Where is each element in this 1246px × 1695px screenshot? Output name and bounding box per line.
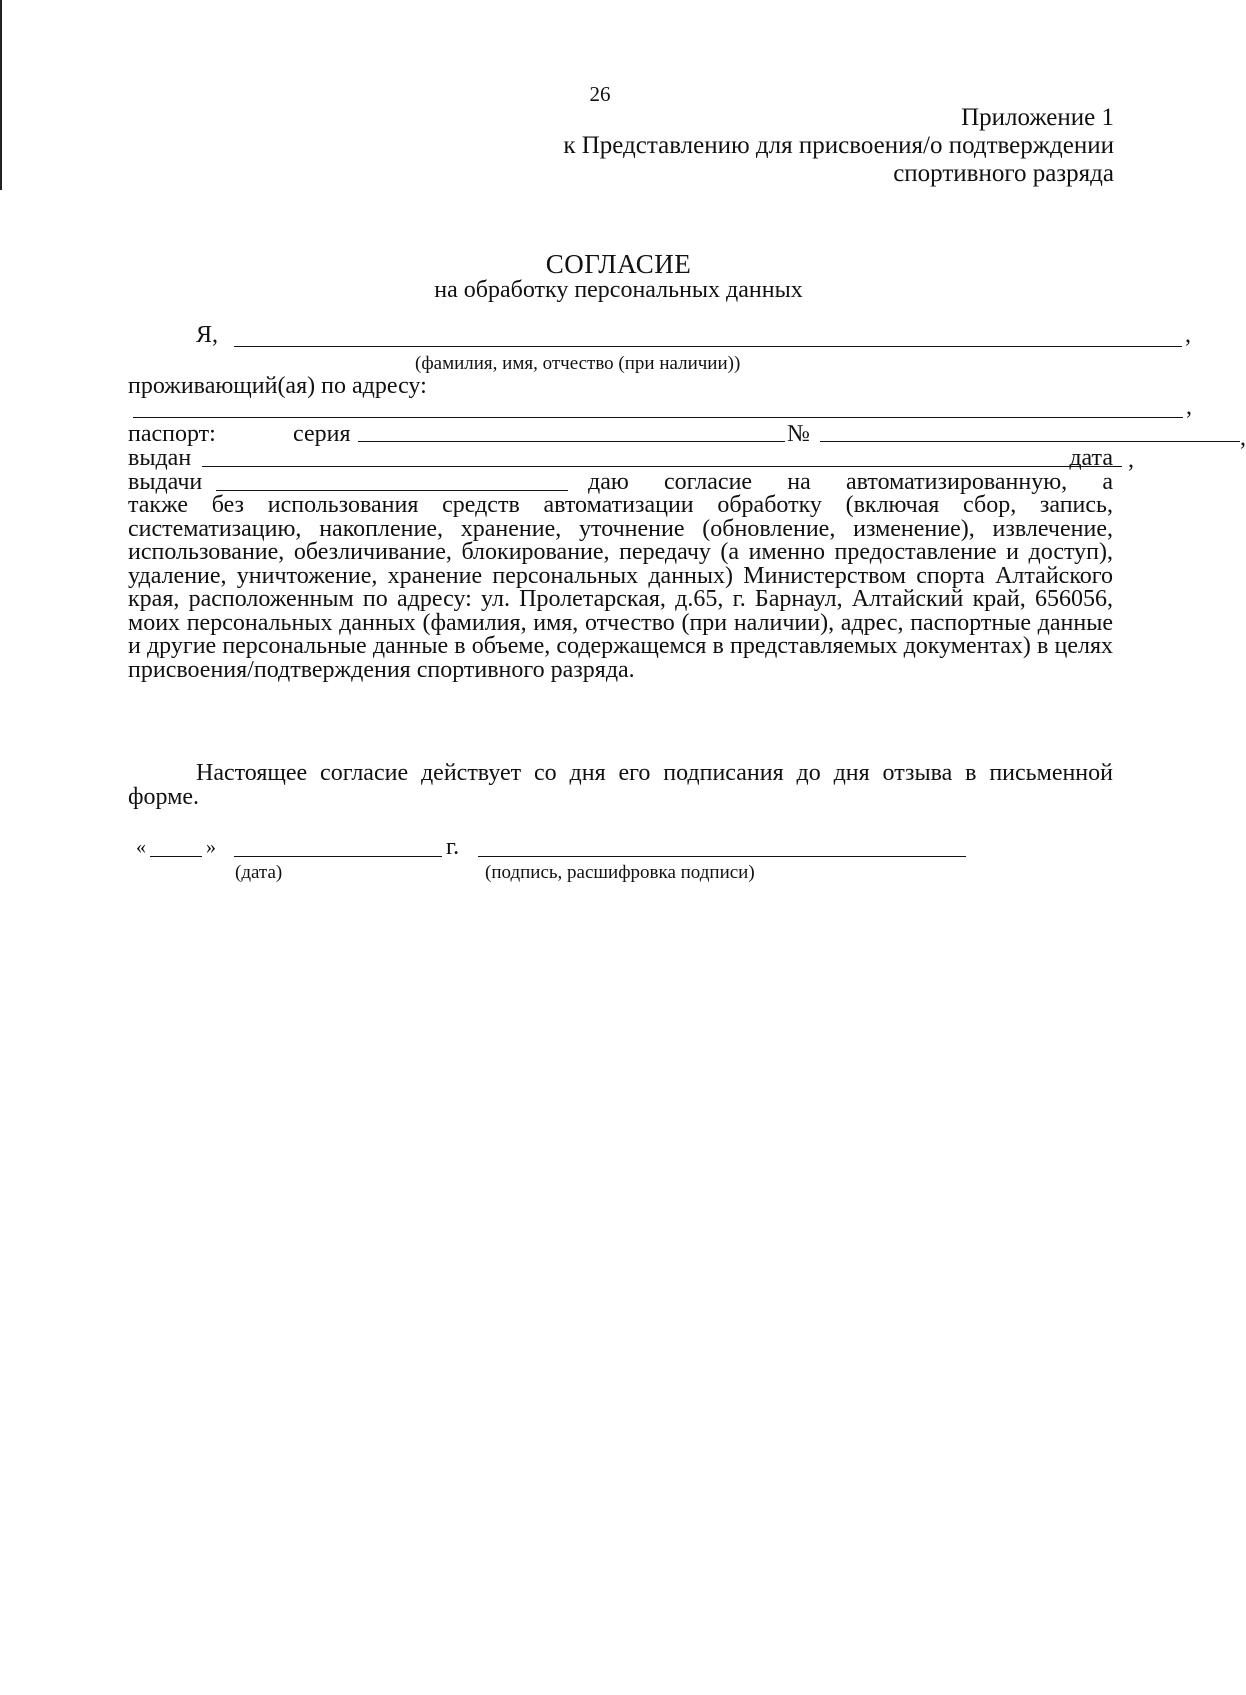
signature-caption: (подпись, расшифровка подписи) (485, 862, 755, 883)
day-field[interactable] (150, 856, 202, 857)
date-label: дата (1069, 445, 1113, 471)
open-quote: « (136, 836, 146, 858)
date-caption: (дата) (235, 862, 283, 883)
series-label: серия (293, 421, 351, 447)
appendix-header (563, 104, 1114, 188)
month-field[interactable] (234, 856, 442, 857)
appendix-line-2: к Представлению для присвоения/о подтверждении (563, 132, 1114, 159)
passport-label: паспорт: (128, 421, 216, 447)
comma: , (1240, 425, 1246, 451)
residing-label: проживающий(ая) по адресу: (128, 373, 427, 399)
name-field[interactable] (234, 346, 1182, 347)
comma: , (1186, 394, 1192, 420)
signature-row (128, 834, 1113, 864)
comma: , (1185, 322, 1191, 348)
appendix-line-1: Приложение 1 (961, 104, 1114, 131)
passport-row (128, 421, 1246, 451)
consent-paragraph: также без использования средств автоматизации обработку (включая сбор, запись, систематизацию, накопление, хранение, уточнение (обновление, изменение), извлечение, использование, обезличивание, блокирование, передачу (а именно предоставление и доступ), удаление, уничтожение, хранение персональных данных) Министерством спорта Алтайского края, расположенным по адресу: ул. Пролетарская, д.65, г. Барнаул, Алтайский край, 656056, моих персональных данных (фамилия, имя, отчество (при наличии), адрес, паспортные данные и другие персональные данные в объеме, содержащемся в представляемых документах) в целях присвоения/подтверждения спортивного разряда. (128, 492, 1113, 683)
address-field[interactable] (133, 417, 1183, 418)
consent-text (128, 494, 1113, 682)
signature-field[interactable] (478, 856, 966, 857)
number-label: № (787, 421, 810, 447)
appendix-line-3: спортивного разряда (893, 160, 1114, 187)
close-quote: » (206, 836, 216, 858)
name-caption: (фамилия, имя, отчество (при наличии)) (415, 353, 741, 374)
issue-date-field[interactable] (216, 490, 568, 491)
issued-label: выдан (128, 445, 192, 471)
validity-paragraph: Настоящее согласие действует со дня его подписания до дня отзыва в письменной форме. (128, 760, 1113, 810)
consent-start-text: даю согласие на автоматизированную, а (588, 469, 1113, 495)
issue-label: выдачи (128, 469, 203, 495)
name-row (128, 322, 1191, 348)
series-field[interactable] (358, 441, 785, 442)
page-number: 26 (589, 82, 611, 106)
number-field[interactable] (820, 441, 1240, 442)
issued-by-field[interactable] (202, 466, 1122, 467)
i-label: Я, (196, 322, 219, 348)
year-suffix: г. (446, 834, 460, 860)
comma: , (1128, 447, 1134, 473)
issued-row (128, 445, 1134, 473)
document-title: СОГЛАСИЕ (545, 249, 692, 279)
document-subtitle: на обработку персональных данных (434, 277, 803, 303)
